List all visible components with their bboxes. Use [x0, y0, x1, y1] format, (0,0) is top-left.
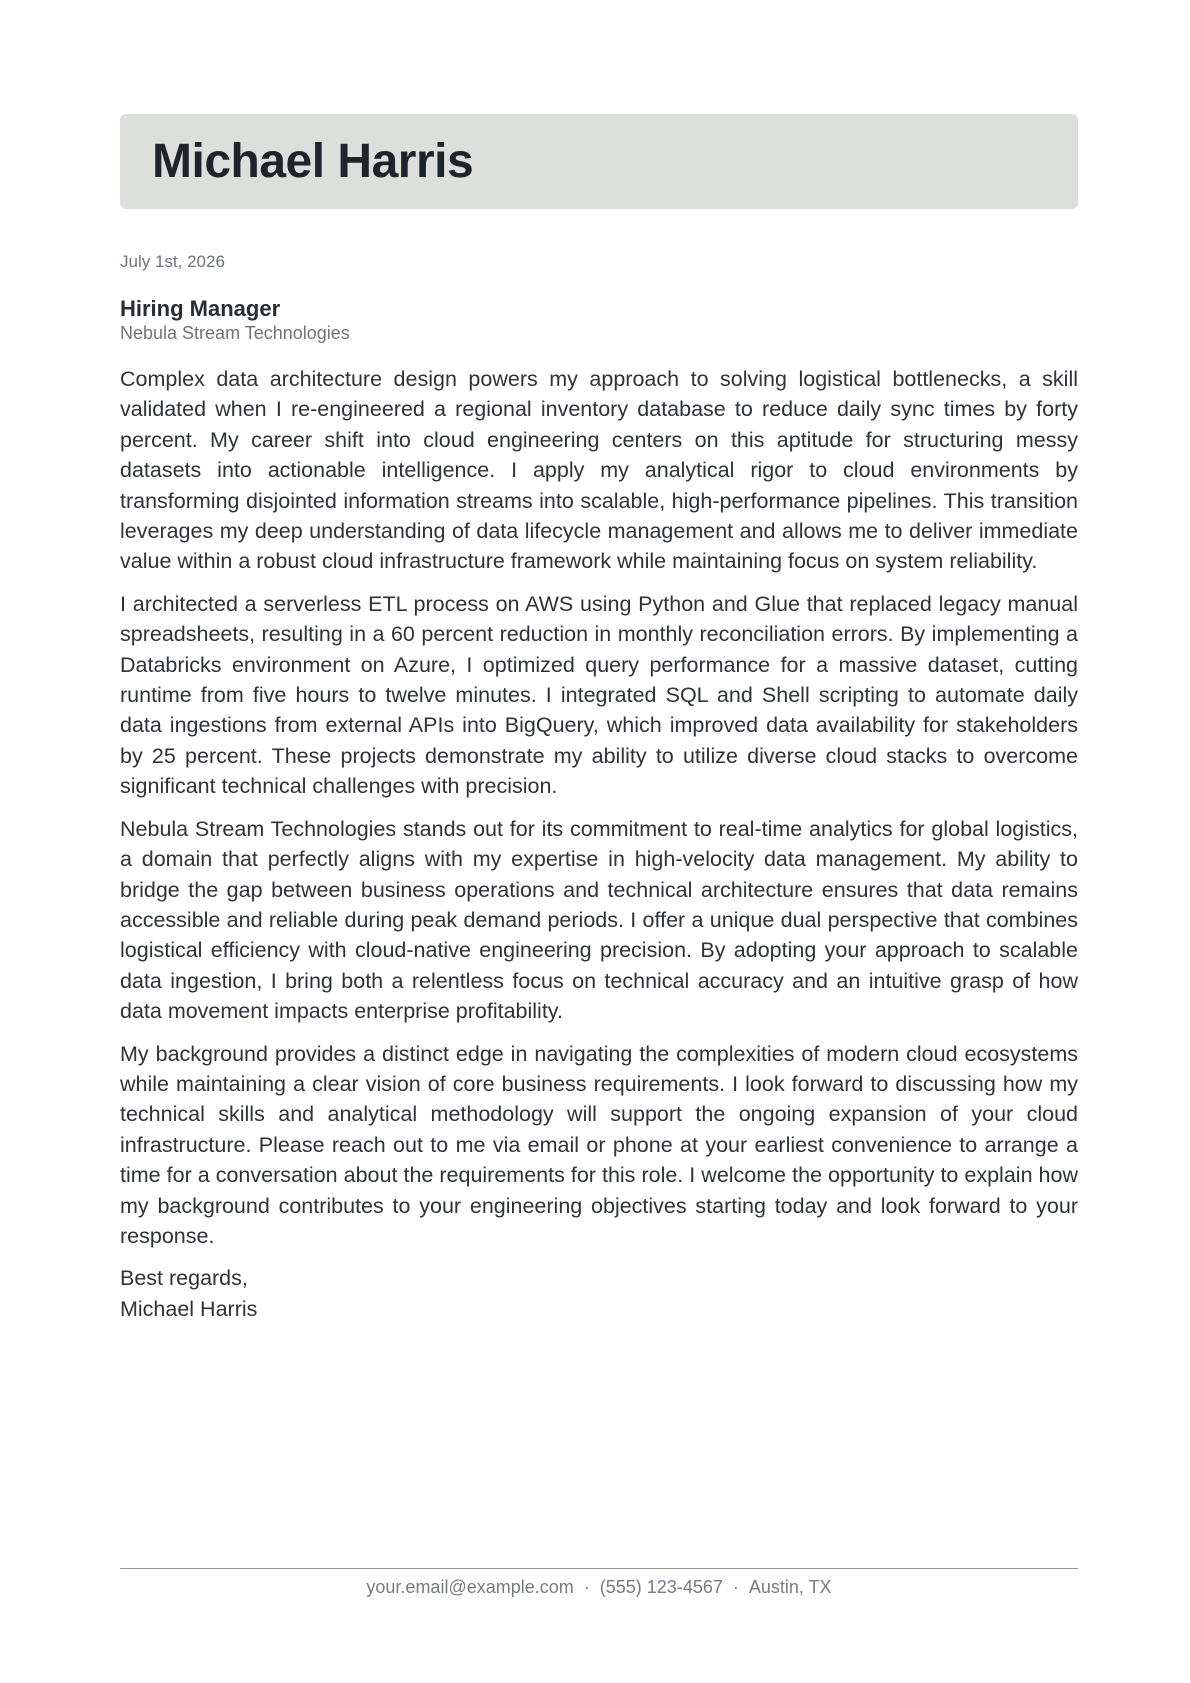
letter-body [120, 364, 1078, 1251]
name-banner [120, 114, 1078, 209]
applicant-name: Michael Harris [152, 135, 474, 188]
recipient-block [120, 296, 1078, 344]
footer [120, 1568, 1078, 1598]
footer-separator: · [732, 1577, 739, 1597]
recipient-company: Nebula Stream Technologies [120, 323, 350, 343]
footer-email: your.email@example.com [366, 1577, 574, 1597]
letter-page [120, 114, 1078, 1324]
footer-separator: · [583, 1577, 590, 1597]
body-paragraph-2: I architected a serverless ETL process on AWS using Python and Glue that replaced legacy manual spreadsheets, resulting in a 60 percent reduction in monthly reconciliation errors. By implementing a Databricks environment on Azure, I optimized query performance for a massive dataset, cutting runtime from five hours to twelve minutes. I integrated SQL and Shell scripting to automate daily data ingestions from external APIs into BigQuery, which improved data availability for stakeholders by 25 percent. These projects demonstrate my ability to utilize diverse cloud stacks to overcome significant technical challenges with precision. [120, 591, 1078, 799]
signature-name: Michael Harris [120, 1296, 258, 1321]
footer-contact [120, 1577, 1078, 1598]
recipient-title: Hiring Manager [120, 296, 281, 321]
body-paragraph-3: Nebula Stream Technologies stands out for its commitment to real-time analytics for global logistics, a domain that perfectly aligns with my expertise in high-velocity data management. My ability to bridge the gap between business operations and technical architecture ensures that data remains accessible and reliable during peak demand periods. I offer a unique dual perspective that combines logistical efficiency with cloud-native engineering precision. By adopting your approach to scalable data ingestion, I bring both a relentless focus on technical accuracy and an intuitive grasp of how data movement impacts enterprise profitability. [120, 816, 1078, 1024]
footer-divider [120, 1568, 1078, 1569]
body-paragraph-1: Complex data architecture design powers my approach to solving logistical bottlenecks, a skill validated when I re-engineered a regional inventory database to reduce daily sync times by forty percent. My career shift into cloud engineering centers on this aptitude for structuring messy datasets into actionable intelligence. I apply my analytical rigor to cloud environments by transforming disjointed information streams into scalable, high-performance pipelines. This transition leverages my deep understanding of data lifecycle management and allows me to deliver immediate value within a robust cloud infrastructure framework while maintaining focus on system reliability. [120, 367, 1078, 574]
footer-location: Austin, TX [748, 1577, 832, 1597]
closing-salutation: Best regards, [120, 1266, 248, 1291]
body-paragraph-4: My background provides a distinct edge in navigating the complexities of modern cloud ecosystems while maintaining a clear vision of core business requirements. I look forward to discussing how my technical skills and analytical methodology will support the ongoing expansion of your cloud infrastructure. Please reach out to me via email or phone at your earliest convenience to arrange a time for a conversation about the requirements for this role. I welcome the opportunity to explain how my background contributes to your engineering objectives starting today and look forward to your response. [120, 1041, 1078, 1248]
closing-block [120, 1263, 1078, 1324]
letter-date: July 1st, 2026 [120, 252, 225, 271]
footer-phone: (555) 123-4567 [599, 1577, 723, 1597]
